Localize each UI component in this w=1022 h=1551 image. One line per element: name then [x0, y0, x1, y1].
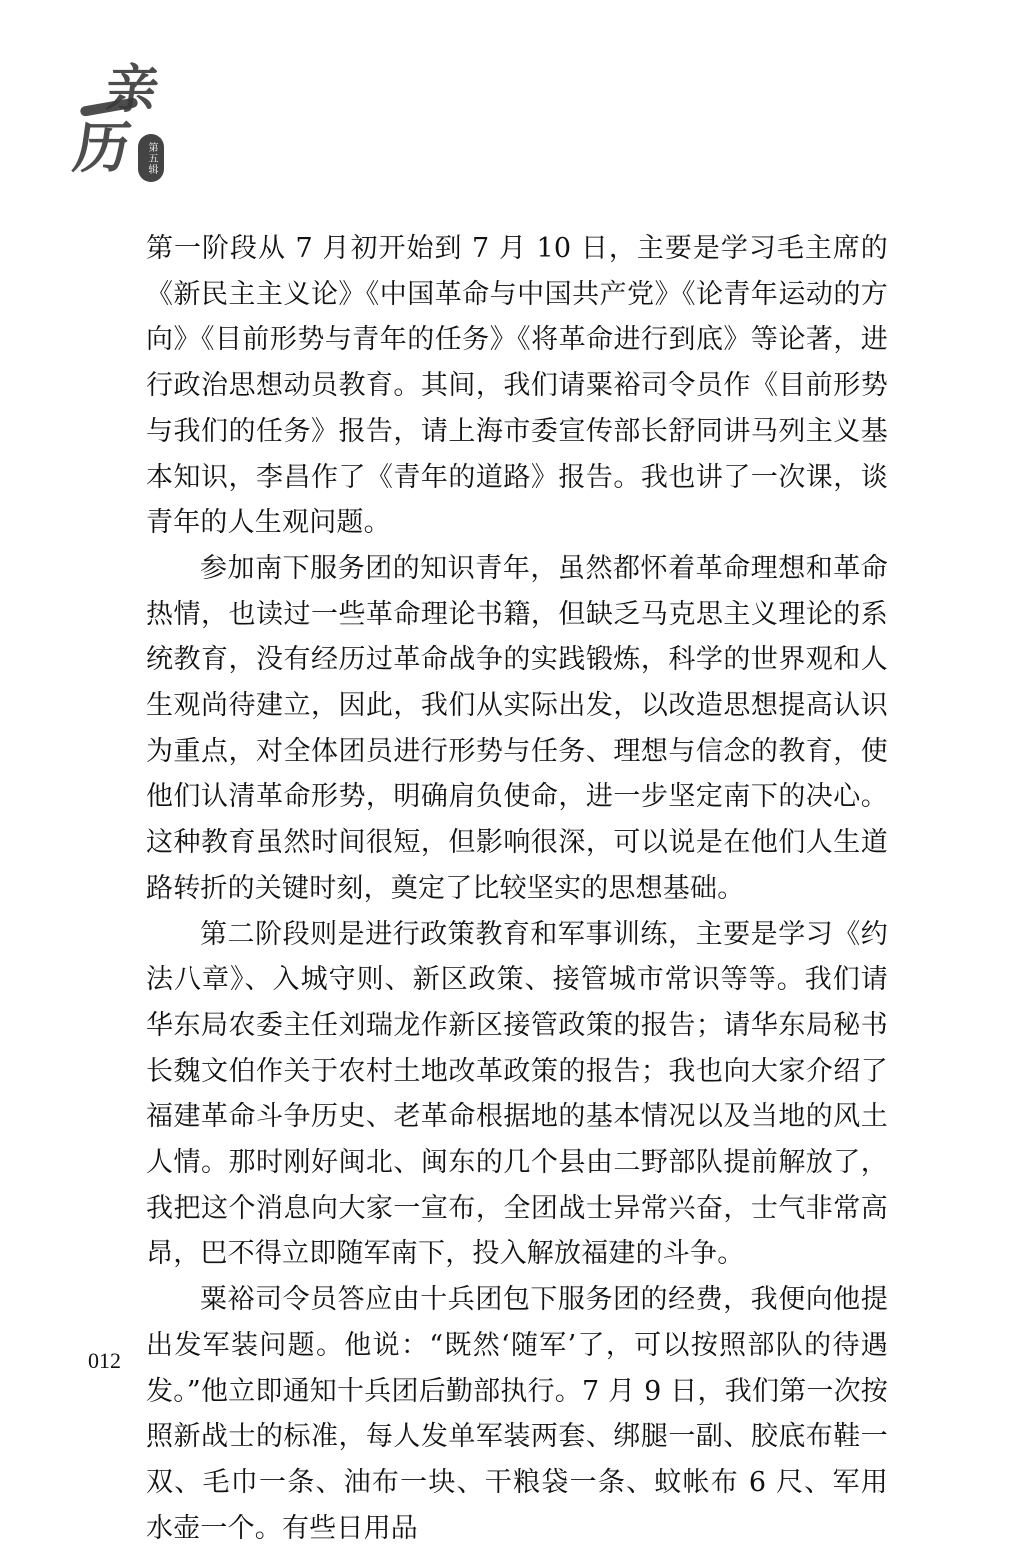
paragraph-2: 参加南下服务团的知识青年，虽然都怀着革命理想和革命热情，也读过一些革命理论书籍，但缺乏马克思主义理论的系统教育，没有经历过革命战争的实践锻炼，科学的世界观和人生观尚待建立，因此，我们从实际出发，以改造思想提高认识为重点，对全体团员进行形势与任务、理想与信念的教育，使他们认清革命形势，明确肩负使命，进一步坚定南下的决心。这种教育虽然时间很短，但影响很深，可以说是在他们人生道路转折的关键时刻，奠定了比较坚实的思想基础。 — [146, 552, 888, 904]
page-body — [146, 226, 888, 1551]
logo-char-qin: 亲 — [101, 59, 163, 120]
logo-char-li: 历 — [69, 115, 135, 181]
paragraph-1: 第一阶段从 7 月初开始到 7 月 10 日，主要是学习毛主席的《新民主主义论》《中国革命与中国共产党》《论青年运动的方向》《目前形势与青年的任务》《将革命进行到底》等论著，进行政治思想动员教育。其间，我们请粟裕司令员作《目前形势与我们的任务》报告，请上海市委宣传部长舒同讲马列主义基本知识，李昌作了《青年的道路》报告。我也讲了一次课，谈青年的人生观问题。 — [146, 233, 888, 539]
paragraph-3: 第二阶段则是进行政策教育和军事训练，主要是学习《约法八章》、入城守则、新区政策、接管城市常识等等。我们请华东局农委主任刘瑞龙作新区接管政策的报告；请华东局秘书长魏文伯作关于农村土地改革政策的报告；我也向大家介绍了福建革命斗争历史、老革命根据地的基本情况以及当地的风土人情。那时刚好闽北、闽东的几个县由二野部队提前解放了，我把这个消息向大家一宣布，全团战士异常兴奋，士气非常高昂，巴不得立即随军南下，投入解放福建的斗争。 — [146, 918, 888, 1270]
paragraph-4: 粟裕司令员答应由十兵团包下服务团的经费，我便向他提出发军装问题。他说：“既然‘随军’了，可以按照部队的待遇发。”他立即通知十兵团后勤部执行。7 月 9 日，我们第一次按照新战士的标准，每人发单军装两套、绑腿一副、胶底布鞋一双、毛巾一条、油布一块、干粮袋一条、蚊帐布 6 尺、军用水壶一个。有些日用品 — [146, 1284, 888, 1544]
logo-seal: 第五辑 — [138, 134, 164, 182]
page-number: 012 — [88, 1348, 121, 1373]
book-logo — [69, 58, 172, 188]
